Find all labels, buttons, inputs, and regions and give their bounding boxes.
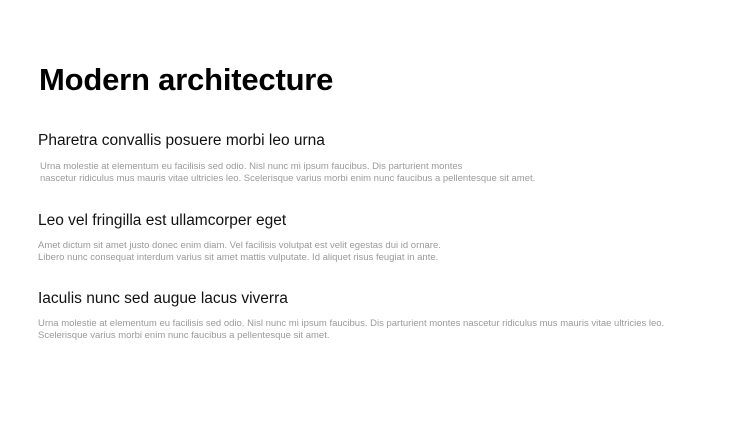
section-body	[38, 240, 738, 264]
section-body	[38, 318, 738, 342]
section-body-line: Scelerisque varius morbi enim nunc faucibus a pellentesque sit amet.	[38, 330, 330, 341]
section-body-line: Libero nunc consequat interdum varius sit amet mattis vulputate. Id aliquet risus feugiat in ante.	[38, 252, 439, 263]
content-section	[38, 211, 738, 264]
page-title: Modern architecture	[39, 62, 334, 97]
section-body	[40, 161, 738, 185]
content-section	[38, 131, 738, 185]
section-body-line: Urna molestie at elementum eu facilisis sed odio. Nisl nunc mi ipsum faucibus. Dis parturient montes nascetur ridiculus mus mauris vitae ultricies leo.	[38, 318, 665, 329]
section-heading: Pharetra convallis posuere morbi leo urna	[38, 132, 325, 149]
section-body-line: Amet dictum sit amet justo donec enim diam. Vel facilisis volutpat est velit egestas dui id ornare.	[38, 240, 441, 251]
section-body-line: Urna molestie at elementum eu facilisis sed odio. Nisl nunc mi ipsum faucibus. Dis parturient montes	[40, 161, 463, 172]
section-heading: Iaculis nunc sed augue lacus viverra	[38, 290, 288, 307]
section-heading: Leo vel fringilla est ullamcorper eget	[38, 212, 287, 229]
section-body-line: nascetur ridiculus mus mauris vitae ultricies leo. Scelerisque varius morbi enim nunc faucibus a pellentesque sit amet.	[40, 173, 536, 184]
content-section	[38, 289, 738, 342]
